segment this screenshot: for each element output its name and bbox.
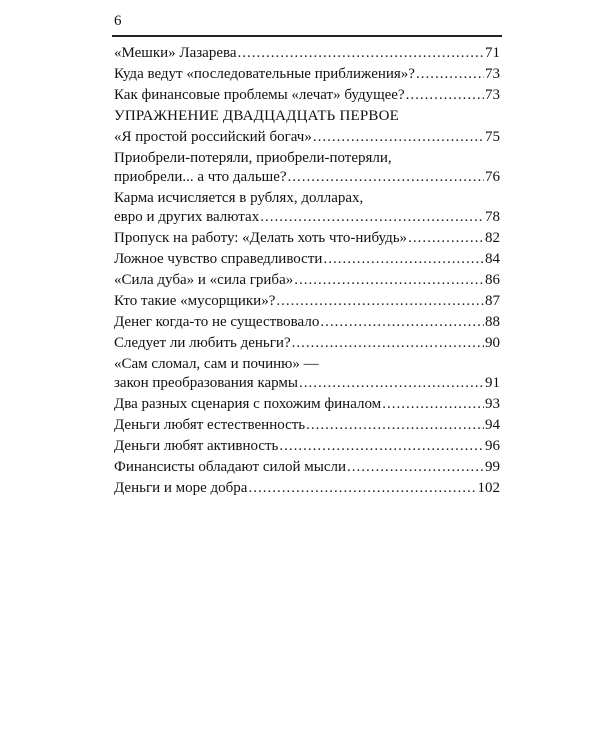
- toc-entry: [114, 313, 500, 332]
- toc-entry-page-number: 90: [485, 335, 500, 351]
- toc-entry-line: [114, 168, 500, 187]
- toc-entry-title: закон преобразования кармы: [114, 375, 299, 391]
- toc-entry-page-number: 94: [485, 417, 500, 433]
- toc-entry-line: [114, 128, 500, 147]
- toc-entry-title: Кто такие «мусорщики»?: [114, 293, 276, 309]
- table-of-contents: [114, 44, 500, 500]
- toc-entry-line: [114, 229, 500, 248]
- toc-entry-title: Деньги любят естественность: [114, 417, 306, 433]
- dot-leader: [382, 395, 484, 414]
- toc-entry-title: Деньги любят активность: [114, 438, 279, 454]
- section-heading: УПРАЖНЕНИЕ ДВАДЦАДЦАТЬ ПЕРВОЕ: [114, 108, 399, 124]
- toc-entry-line: [114, 437, 500, 456]
- dot-leader: [313, 128, 484, 147]
- toc-entry-title: «Мешки» Лазарева: [114, 45, 237, 61]
- toc-entry: [114, 65, 500, 84]
- dot-leader: [276, 292, 484, 311]
- toc-entry-line: [114, 479, 500, 498]
- toc-entry-page-number: 71: [485, 45, 500, 61]
- toc-entry: [114, 229, 500, 248]
- toc-entry: [114, 44, 500, 63]
- toc-entry-page-number: 86: [485, 272, 500, 288]
- dot-leader: [347, 458, 484, 477]
- toc-entry-line: [114, 313, 500, 332]
- toc-entry-page-number: 78: [485, 209, 500, 225]
- toc-entry-title: «Сила дуба» и «сила гриба»: [114, 272, 294, 288]
- toc-entry: [114, 250, 500, 269]
- toc-entry-page-number: 88: [485, 314, 500, 330]
- toc-entry-page-number: 96: [485, 438, 500, 454]
- dot-leader: [406, 86, 484, 105]
- dot-leader: [320, 313, 484, 332]
- dot-leader: [238, 44, 484, 63]
- toc-entry: [114, 458, 500, 477]
- toc-entry-title-first-line: «Сам сломал, сам и починю» —: [114, 356, 319, 372]
- toc-entry: [114, 189, 500, 227]
- toc-entry-title: Деньги и море добра: [114, 480, 248, 496]
- toc-entry-line: [114, 292, 500, 311]
- dot-leader: [306, 416, 484, 435]
- toc-entry: [114, 416, 500, 435]
- toc-entry-page-number: 73: [485, 87, 500, 103]
- toc-entry-line: [114, 334, 500, 353]
- toc-entry-line: [114, 395, 500, 414]
- toc-entry-title: Финансисты обладают силой мысли: [114, 459, 347, 475]
- toc-entry-page-number: 91: [485, 375, 500, 391]
- toc-entry: [114, 149, 500, 187]
- toc-entry-line: [114, 416, 500, 435]
- toc-entry-page-number: 75: [485, 129, 500, 145]
- toc-entry-page-number: 87: [485, 293, 500, 309]
- toc-entry-page-number: 76: [485, 169, 500, 185]
- toc-entry-line: [114, 208, 500, 227]
- toc-entry: [114, 271, 500, 290]
- toc-entry-line: [114, 458, 500, 477]
- toc-entry-title: Куда ведут «последовательные приближения»?: [114, 66, 415, 82]
- dot-leader: [416, 65, 484, 84]
- toc-entry: [114, 437, 500, 456]
- toc-entry-line: [114, 271, 500, 290]
- toc-entry-page-number: 82: [485, 230, 500, 246]
- dot-leader: [292, 334, 484, 353]
- toc-entry-title: евро и других валютах: [114, 209, 260, 225]
- toc-entry: [114, 86, 500, 105]
- header-rule: [112, 35, 502, 37]
- toc-entry-title: Денег когда-то не существовало: [114, 314, 320, 330]
- toc-entry: [114, 292, 500, 311]
- toc-entry-title-first-line: Приобрели-потеряли, приобрели-потеряли,: [114, 150, 392, 166]
- toc-entry-page-number: 99: [485, 459, 500, 475]
- dot-leader: [260, 208, 484, 227]
- toc-entry-line: [114, 44, 500, 63]
- toc-entry-title-first-line: Карма исчисляется в рублях, долларах,: [114, 190, 364, 206]
- page-number: 6: [114, 13, 122, 29]
- dot-leader: [288, 168, 484, 187]
- toc-entry-title: Пропуск на работу: «Делать хоть что-нибудь»: [114, 230, 408, 246]
- toc-entry-line: [114, 374, 500, 393]
- toc-entry-title: Ложное чувство справедливости: [114, 251, 323, 267]
- dot-leader: [279, 437, 484, 456]
- toc-entry-title: приобрели... а что дальше?: [114, 169, 287, 185]
- toc-entry: [114, 395, 500, 414]
- toc-entry-page-number: 93: [485, 396, 500, 412]
- toc-entry-title: Следует ли любить деньги?: [114, 335, 291, 351]
- toc-entry-title: «Я простой российский богач»: [114, 129, 312, 145]
- toc-entry: [114, 479, 500, 498]
- toc-entry: [114, 128, 500, 147]
- toc-entry-page-number: 73: [485, 66, 500, 82]
- toc-entry-line: [114, 65, 500, 84]
- dot-leader: [299, 374, 484, 393]
- toc-entry-title: Два разных сценария с похожим финалом: [114, 396, 382, 412]
- toc-entry-line: [114, 250, 500, 269]
- toc-entry-title: Как финансовые проблемы «лечат» будущее?: [114, 87, 405, 103]
- dot-leader: [323, 250, 484, 269]
- toc-entry-line: [114, 86, 500, 105]
- toc-entry: [114, 334, 500, 353]
- toc-entry-page-number: 84: [485, 251, 500, 267]
- dot-leader: [408, 229, 484, 248]
- dot-leader: [294, 271, 484, 290]
- toc-entry-page-number: 102: [477, 480, 500, 496]
- toc-entry: [114, 355, 500, 393]
- dot-leader: [248, 479, 476, 498]
